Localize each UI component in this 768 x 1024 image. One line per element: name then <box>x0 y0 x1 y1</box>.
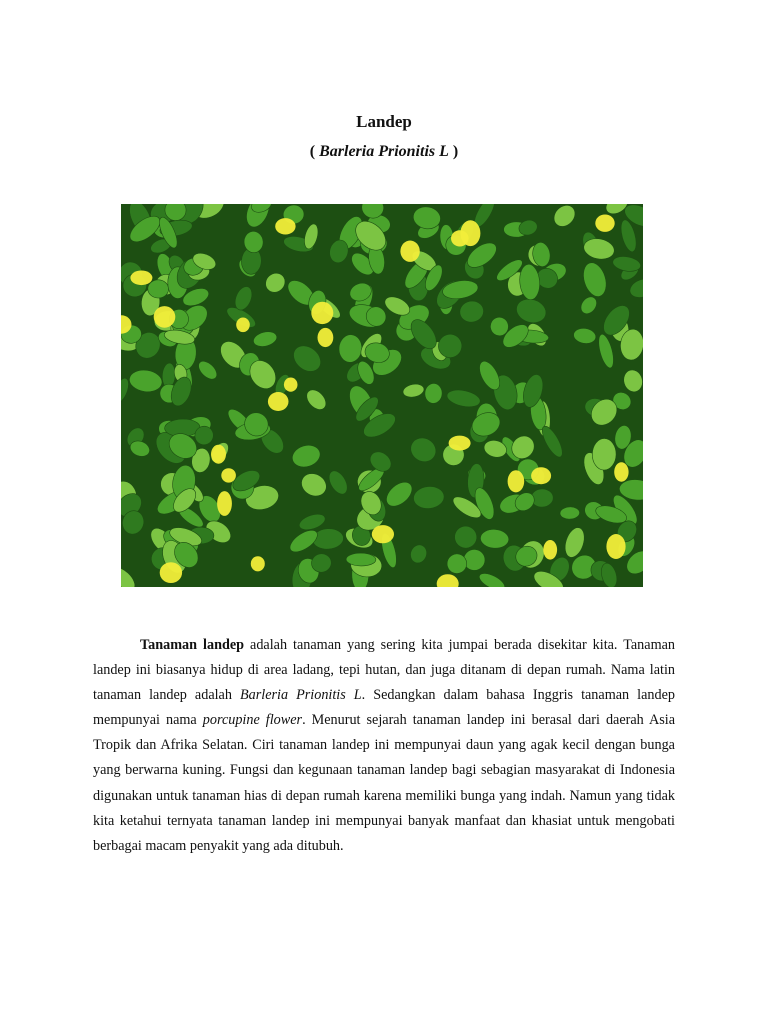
paragraph-text-3: . Menurut sejarah tanaman landep ini berasal dari daerah Asia Tropik dan Afrika Selatan. Ciri tanaman landep ini mempunyai daun yang agak kecil dengan bunga yang berwarna kuning. Fungsi dan kegunaan tanaman landep bagi sebagian masyarakat di Indonesia digunakan untuk tanaman hias di depan rumah karena memiliki bunga yang indah. Namun yang tidak kita ketahui ternyata tanaman landep ini mempunyai banyak manfaat dan khasiat untuk mengobati berbagai macam penyakit yang ada ditubuh. <box>93 712 675 854</box>
yellow-flower <box>275 218 295 234</box>
yellow-flower <box>311 302 333 324</box>
subtitle-close-paren: ) <box>448 143 459 160</box>
yellow-flower <box>211 445 226 464</box>
yellow-flower <box>460 220 480 246</box>
yellow-flower <box>606 534 625 559</box>
yellow-flower <box>160 562 182 583</box>
latin-name-text: Barleria Prionitis L <box>239 687 362 704</box>
subtitle-scientific-name: Barleria Prionitis L <box>319 143 449 160</box>
leaf <box>592 438 616 470</box>
description-paragraph <box>93 633 675 859</box>
plant-photo <box>121 204 643 587</box>
yellow-flower <box>221 468 236 482</box>
yellow-flower <box>372 525 394 543</box>
english-name-text: porcupine flower <box>202 712 303 729</box>
yellow-flower <box>531 467 551 484</box>
yellow-flower <box>130 271 152 286</box>
paragraph-text-1: adalah tanaman yang sering kita jumpai berada disekitar kita. Tanaman landep ini biasanya hidup di area ladang, tepi hutan, dan juga ditanam di depan rumah. Nama latin tanaman landep adalah <box>93 637 676 704</box>
yellow-flower <box>284 378 298 392</box>
subtitle-open-paren: ( <box>309 143 320 160</box>
yellow-flower <box>449 436 471 451</box>
yellow-flower <box>400 241 419 262</box>
yellow-flower <box>614 462 628 482</box>
yellow-flower <box>236 318 250 333</box>
leaf <box>346 553 376 566</box>
yellow-flower <box>217 491 232 516</box>
yellow-flower <box>595 215 614 232</box>
page-title: Landep <box>356 112 412 131</box>
yellow-flower <box>154 306 176 328</box>
paragraph-text-2: . Sedangkan dalam bahasa Inggris tanaman landep mempunyai nama <box>93 687 675 729</box>
lead-bold-text: Tanaman landep <box>140 637 245 653</box>
plant-photo-image <box>121 204 643 587</box>
yellow-flower <box>268 392 289 411</box>
yellow-flower <box>508 470 525 492</box>
yellow-flower <box>318 328 334 347</box>
yellow-flower <box>543 540 557 560</box>
yellow-flower <box>251 556 265 571</box>
leaf <box>147 279 168 298</box>
scientific-name-heading <box>0 140 768 164</box>
